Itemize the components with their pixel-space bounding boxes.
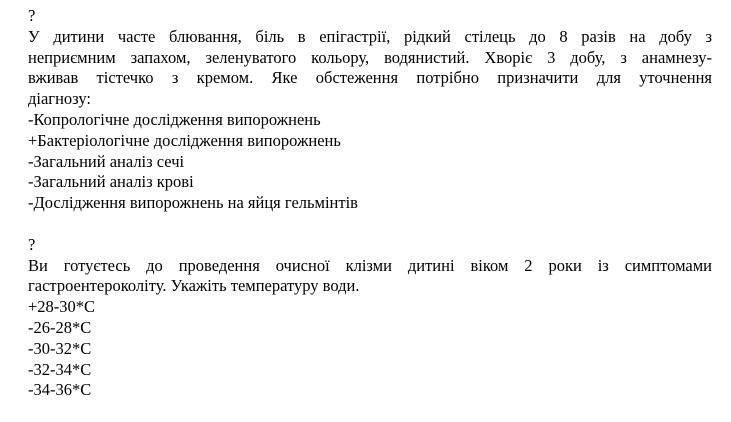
question-marker: ? (28, 234, 36, 254)
answer-option: -32-34*С (28, 359, 92, 379)
blank-line (28, 214, 712, 235)
answer-option: -Копрологічне дослідження випорожнень (28, 109, 321, 129)
question-text-line: У дитини часте блювання, біль в епігастрії, рідкий стілець до 8 разів на добу з (28, 26, 712, 46)
answer-option: -26-28*С (28, 317, 92, 337)
question-block-2 (28, 235, 712, 401)
question-marker: ? (28, 6, 36, 25)
question-text-line: неприємним запахом, зеленуватого кольору, водянистий. Хворіє 3 добу, з анамнезу- (28, 47, 712, 67)
answer-option-correct: +Бактеріологічне дослідження випорожнень (28, 130, 341, 150)
question-text-line: гастроентероколіту. Укажіть температуру води. (28, 276, 360, 296)
answer-option: -30-32*С (28, 338, 92, 358)
answer-option: -34-36*С (28, 380, 92, 400)
answer-option: -Дослідження випорожнень на яйця гельмінтів (28, 193, 358, 213)
question-block-1 (28, 6, 712, 214)
question-text-line: Ви готуєтесь до проведення очисної клізми дитині віком 2 роки із симптомами (28, 255, 712, 275)
answer-option-correct: +28-30*С (28, 297, 96, 317)
answer-option: -Загальний аналіз сечі (28, 151, 185, 171)
question-text-line: діагнозу: (28, 89, 91, 109)
document-page (28, 6, 712, 401)
question-text-line: вживав тістечко з кремом. Яке обстеження потрібно призначити для уточнення (28, 68, 712, 88)
answer-option: -Загальний аналіз крові (28, 172, 194, 192)
